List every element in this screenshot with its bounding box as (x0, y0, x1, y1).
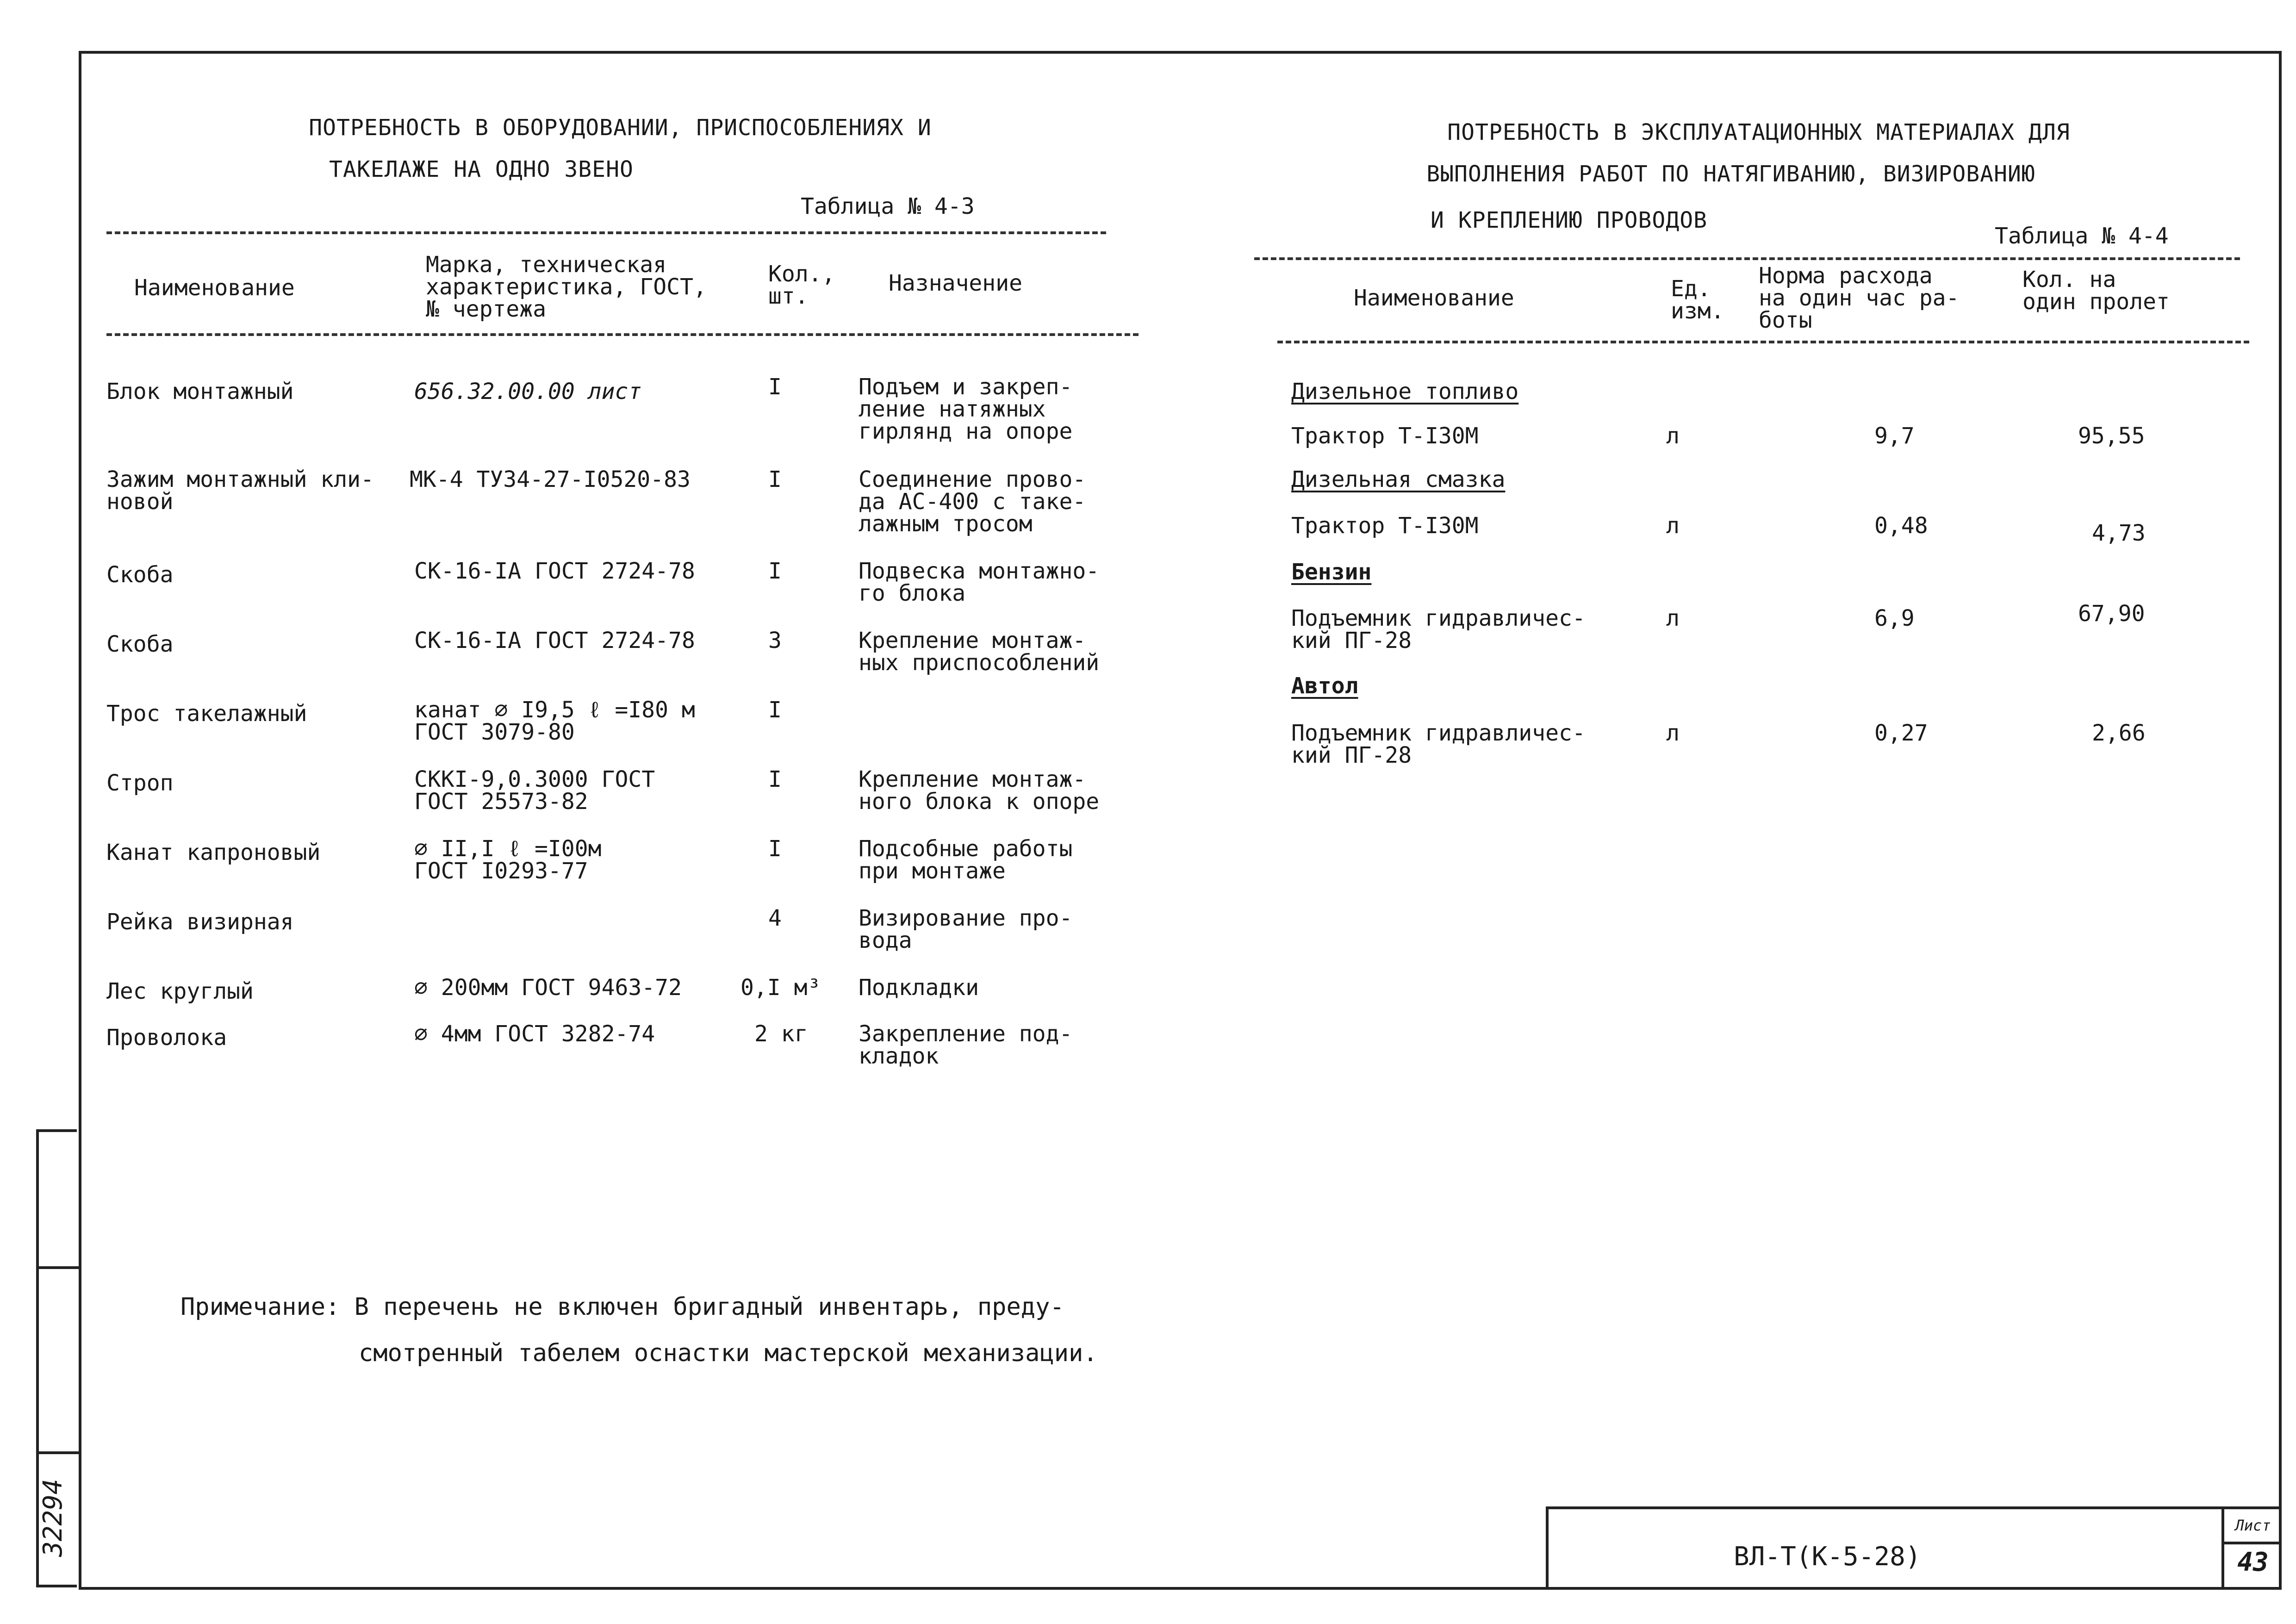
left-row-mark: ∅ 200мм ГОСТ 9463-72 (414, 975, 682, 1001)
left-row-mark: ∅ 4мм ГОСТ 3282-74 (414, 1021, 655, 1047)
left-row-purpose: Подъем и закреп- ление натяжных гирлянд на опоре (859, 374, 1073, 444)
note-line2: смотренный табелем оснастки мастерской механизации. (359, 1339, 1098, 1367)
left-row-name: Скоба (106, 562, 174, 588)
left-row-purpose: Подсобные работы при монтаже (859, 836, 1073, 884)
left-header-name: Наименование (134, 275, 295, 301)
left-row-qty: I (768, 558, 782, 584)
left-header-mark: Марка, техническая характеристика, ГОСТ, № чертежа (426, 252, 707, 322)
right-row-qty: 2,66 (2092, 720, 2146, 746)
left-row-qty: 0,I м³ (740, 975, 821, 1001)
right-group-heading: Дизельное топливо (1291, 379, 1519, 404)
right-title-line3: И КРЕПЛЕНИЮ ПРОВОДОВ (1431, 207, 1707, 233)
right-group-heading: Дизельная смазка (1291, 467, 1506, 492)
left-header-purpose: Назначение (889, 270, 1022, 296)
right-row-name: Подъемник гидравличес- кий ПГ-28 (1291, 720, 1586, 768)
right-header-qty: Кол. на один пролет (2022, 267, 2170, 315)
left-row-mark: МК-4 ТУ34-27-I0520-83 (410, 467, 691, 492)
left-row-qty: I (768, 697, 782, 723)
left-row-qty: 3 (768, 628, 782, 653)
left-row-qty: 4 (768, 905, 782, 931)
left-row-name: Лес круглый (106, 978, 254, 1004)
right-row-norm: 9,7 (1874, 423, 1915, 449)
left-row-mark: канат ∅ I9,5 ℓ =I80 м ГОСТ 3079-80 (414, 697, 695, 745)
left-row-name: Рейка визирная (106, 909, 294, 935)
right-row-qty: 95,55 (2078, 423, 2145, 449)
right-header-name: Наименование (1354, 285, 1514, 311)
left-row-mark: 656.32.00.00 лист (414, 379, 642, 404)
left-row-mark: СККI-9,0.3000 ГОСТ ГОСТ 25573-82 (414, 766, 655, 815)
right-group-heading: Бензин (1291, 559, 1372, 585)
left-row-purpose: Подкладки (859, 975, 979, 1001)
right-row-qty: 67,90 (2078, 601, 2145, 627)
document-code: ВЛ-Т(К-5-28) (1734, 1542, 1921, 1572)
right-table-top-rule (1254, 257, 2240, 260)
right-table-header-rule (1277, 341, 2249, 343)
left-row-purpose: Закрепление под- кладок (859, 1021, 1073, 1069)
right-table-number: Таблица № 4-4 (1995, 223, 2169, 249)
right-row-qty: 4,73 (2092, 520, 2146, 546)
right-row-name: Трактор Т-I30М (1291, 423, 1479, 449)
left-row-mark: СК-16-IА ГОСТ 2724-78 (414, 558, 695, 584)
right-row-name: Трактор Т-I30М (1291, 513, 1479, 539)
left-row-purpose: Крепление монтаж- ных приспособлений (859, 628, 1100, 676)
right-row-norm: 0,48 (1874, 513, 1928, 539)
binding-strip-divider (39, 1266, 80, 1269)
left-title-line2: ТАКЕЛАЖЕ НА ОДНО ЗВЕНО (329, 156, 634, 182)
sheet-box (2221, 1509, 2282, 1590)
left-row-qty: I (768, 467, 782, 492)
left-row-purpose: Соединение прово- да АС-400 с таке- лажным тросом (859, 467, 1086, 537)
right-header-unit: Ед. изм. (1671, 276, 1724, 324)
left-row-qty: 2 кг (754, 1021, 808, 1047)
left-header-qty: Кол., шт. (768, 261, 835, 309)
left-row-name: Скоба (106, 631, 174, 657)
left-row-name: Строп (106, 770, 174, 796)
title-block (1546, 1506, 2282, 1590)
right-row-unit: л (1666, 720, 1680, 746)
sheet-label: Лист (2224, 1509, 2282, 1544)
left-title-line1: ПОТРЕБНОСТЬ В ОБОРУДОВАНИИ, ПРИСПОСОБЛЕНИЯХ И (309, 115, 932, 141)
left-row-qty: I (768, 374, 782, 400)
right-group-heading: Автол (1291, 673, 1358, 699)
right-row-name: Подъемник гидравличес- кий ПГ-28 (1291, 605, 1586, 653)
right-row-norm: 0,27 (1874, 720, 1928, 746)
right-row-unit: л (1666, 423, 1680, 449)
left-table-number: Таблица № 4-3 (801, 193, 975, 219)
right-title-line1: ПОТРЕБНОСТЬ В ЭКСПЛУАТАЦИОННЫХ МАТЕРИАЛАХ ДЛЯ (1447, 119, 2070, 145)
right-row-unit: л (1666, 513, 1680, 539)
left-row-mark: ∅ II,I ℓ =I00м ГОСТ I0293-77 (414, 836, 602, 884)
left-row-purpose: Подвеска монтажно- го блока (859, 558, 1100, 606)
right-header-norm: Норма расхода на один час ра- боты (1759, 263, 1960, 333)
left-row-purpose: Визирование про- вода (859, 905, 1073, 953)
note-line1: Примечание: В перечень не включен бригадный инвентарь, преду- (180, 1293, 1064, 1321)
left-table-top-rule (106, 231, 1106, 234)
left-row-name: Зажим монтажный кли- новой (106, 467, 374, 515)
left-row-name: Трос такелажный (106, 701, 307, 727)
left-row-qty: I (768, 836, 782, 862)
left-row-mark: СК-16-IА ГОСТ 2724-78 (414, 628, 695, 653)
inventory-code: 32294 (38, 1479, 68, 1557)
left-row-name: Канат капроновый (106, 840, 321, 865)
right-row-norm: 6,9 (1874, 605, 1915, 631)
left-table-header-rule (106, 333, 1139, 336)
right-title-line2: ВЫПОЛНЕНИЯ РАБОТ ПО НАТЯГИВАНИЮ, ВИЗИРОВАНИЮ (1426, 161, 2035, 187)
left-row-purpose: Крепление монтаж- ного блока к опоре (859, 766, 1100, 815)
right-row-unit: л (1666, 605, 1680, 631)
sheet-number: 43 (2237, 1547, 2269, 1577)
left-row-name: Блок монтажный (106, 379, 294, 404)
left-row-name: Проволока (106, 1025, 227, 1051)
left-row-qty: I (768, 766, 782, 792)
